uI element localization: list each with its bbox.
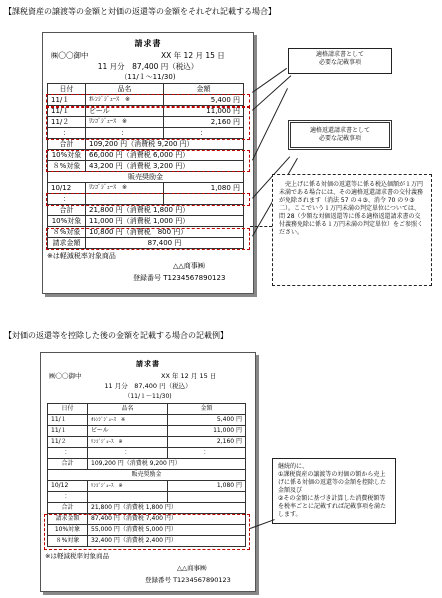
registration-number: 登録番号 T1234567890123 — [133, 274, 226, 282]
rebate-total-label: 合計 — [48, 503, 88, 514]
rebate-rate10-value: 11,000 円（消費税 1,000 円） — [86, 216, 244, 227]
issuer: △△商事㈱ — [177, 564, 207, 572]
footnote: ※は軽減税率対象商品 — [47, 252, 116, 260]
header-date: 日付 — [48, 84, 86, 95]
rate10-label: 10%対象 — [48, 150, 86, 161]
row-item: ﾘﾝｺﾞｼﾞｭｰｽ ※ — [86, 117, 164, 128]
highlight-net-amounts — [44, 514, 250, 550]
row-date: ： — [48, 194, 86, 205]
rebate-header: 販売奨励金 — [48, 470, 246, 481]
row-amount: ： — [168, 448, 246, 459]
amount-line: 11 月分 87,400 円（税込） — [104, 382, 192, 390]
row-item: ： — [86, 128, 164, 139]
rate10-label: 10%対象 — [48, 525, 88, 536]
total-value: 109,200 円（消費税 9,200 円） — [88, 459, 246, 470]
row-date: ： — [48, 492, 88, 503]
row-item: ﾘﾝｺﾞｼﾞｭｰｽ ※ — [86, 183, 164, 194]
invoice-date: XX 年 12 月 15 日 — [161, 51, 225, 60]
rebate-rate8-value: 10,800 円（消費税 800 円） — [86, 227, 244, 238]
row-amount: 1,080 円 — [164, 183, 244, 194]
footnote: ※は軽減税率対象商品 — [45, 552, 109, 560]
total-row — [48, 139, 244, 150]
header-date: 日付 — [48, 404, 88, 415]
leader-line — [252, 68, 287, 93]
billed-label: 請求金額 — [48, 238, 86, 249]
issuer: △△商事㈱ — [173, 262, 205, 270]
amount-line: 11 月分 87,400 円（税込） — [97, 62, 199, 71]
row-date: 11/２ — [48, 117, 86, 128]
rebate-rate8-label: ８%対象 — [48, 227, 86, 238]
row-amount: ： — [164, 128, 244, 139]
rebate-header-row — [48, 172, 244, 183]
billed-value: 87,400 円（消費税 7,400 円） — [88, 514, 246, 525]
table-row — [48, 448, 246, 459]
rebate-total-row — [48, 205, 244, 216]
row-item: ﾘﾝｺﾞｼﾞｭｰｽ ※ — [88, 481, 168, 492]
billed-label: 請求金額 — [48, 514, 88, 525]
rate8-value: 32,400 円（消費税 2,400 円） — [88, 536, 246, 547]
rebate-rate10-row — [48, 216, 244, 227]
row-amount: 5,400 円 — [164, 95, 244, 106]
invoice-title: 請求書 — [134, 39, 162, 48]
row-date: 11/１ — [48, 426, 88, 437]
highlight-items — [46, 106, 250, 140]
invoice-2 — [40, 352, 256, 592]
billing-period: （11/１〜11/30) — [120, 73, 176, 81]
row-date: 11/１ — [48, 415, 88, 426]
rebate-rate10-label: 10%対象 — [48, 216, 86, 227]
highlight-rebate-item — [46, 193, 250, 206]
registration-number: 登録番号 T1234567890123 — [145, 576, 231, 584]
table-row — [48, 481, 246, 492]
header-item: 品名 — [86, 84, 164, 95]
row-amount: 1,080 円 — [168, 481, 246, 492]
row-item — [88, 492, 168, 503]
table-header-row — [48, 404, 246, 415]
rebate-header: 販売奨励金 — [48, 172, 244, 183]
highlight-rebate-rates — [46, 228, 250, 250]
callout-qualified-invoice: 適格請求書として 必要な記載事項 — [288, 48, 392, 74]
row-amount — [168, 492, 246, 503]
invoice-date: XX 年 12 月 15 日 — [161, 372, 217, 380]
header-amount: 金額 — [164, 84, 244, 95]
rate10-value: 66,000 円（消費税 6,000 円） — [86, 150, 244, 161]
total-label: 合計 — [48, 139, 86, 150]
row-date: ： — [48, 128, 86, 139]
row-date: 11/１ — [48, 95, 86, 106]
recipient: ㈱〇〇御中 — [51, 51, 89, 60]
rebate-total-value: 21,800 円（消費税 1,800 円） — [88, 503, 246, 514]
highlight-tax-rates — [46, 150, 250, 172]
row-date: 11/２ — [48, 437, 88, 448]
row-item: ： — [88, 448, 168, 459]
rebate-total-row — [48, 503, 246, 514]
rebate-total-label: 合計 — [48, 205, 86, 216]
rebate-total-value: 21,800 円（消費税 1,800 円） — [86, 205, 244, 216]
callout-return-invoice: 適格返還請求書として 必要な記載事項 — [288, 120, 392, 150]
row-amount: 11,000 円 — [168, 426, 246, 437]
header-item: 品名 — [88, 404, 168, 415]
table-row — [48, 426, 246, 437]
leader-line — [250, 226, 272, 227]
rate8-label: ８%対象 — [48, 161, 86, 172]
row-item: ｵﾚﾝｼﾞｼﾞｭｰｽ ※ — [86, 95, 164, 106]
rebate-header-row — [48, 470, 246, 481]
row-amount: 2,160 円 — [168, 437, 246, 448]
table-row — [48, 437, 246, 448]
total-row — [48, 459, 246, 470]
row-amount: 11,000 円 — [164, 106, 244, 117]
section1-title: 【課税資産の譲渡等の金額と対価の返還等の金額をそれぞれ記載する場合】 — [4, 7, 276, 16]
leader-line — [252, 88, 288, 160]
row-date: ： — [48, 448, 88, 459]
rate8-value: 43,200 円（消費税 3,200 円） — [86, 161, 244, 172]
row-date: 10/12 — [48, 481, 88, 492]
row-date: 11/１ — [48, 106, 86, 117]
row-item: ビール — [86, 106, 164, 117]
billing-period: （11/１〜11/30) — [124, 393, 172, 400]
row-date: 10/12 — [48, 183, 86, 194]
recipient: ㈱〇〇御中 — [49, 372, 82, 380]
table-header-row — [48, 84, 244, 95]
rate10-value: 55,000 円（消費税 5,000 円） — [88, 525, 246, 536]
invoice-title: 請求書 — [136, 360, 160, 368]
table-row — [48, 415, 246, 426]
row-amount: 2,160 円 — [164, 117, 244, 128]
section2-title: 【対価の返還等を控除した後の金額を記載する場合の記載例】 — [4, 331, 228, 340]
table-row — [48, 183, 244, 194]
callout-note: 売上げに係る対価の返還等に係る税込価額が１万円未満である場合には、その適格返還請求書の交付義務が免除されます（消法 57 の４③、消令 70 の９③二）。ここでいう１万円未満の判定単位については、問 28（少額な対価返還等に係る適格返還請求書の交付義務免除に係る１万円未満の判定単位）をご参照ください。 — [272, 174, 432, 286]
header-amount: 金額 — [168, 404, 246, 415]
table-row — [48, 492, 246, 503]
callout-summary: 継続的に、 ①課税資産の譲渡等の対価の額から売上げに係る対価の返還等の金額を控除した金額及び ②その金額に基づき計算した消費税額等を税率ごとに記載すれば記載事項を満たします。 — [272, 458, 396, 524]
billed-value: 87,400 円 — [86, 238, 244, 249]
total-value: 109,200 円（消費税 9,200 円） — [86, 139, 244, 150]
total-label: 合計 — [48, 459, 88, 470]
rate8-label: ８%対象 — [48, 536, 88, 547]
row-item: ｵﾚﾝｼﾞｼﾞｭｰｽ ※ — [88, 415, 168, 426]
row-item: ビール — [88, 426, 168, 437]
row-item: ﾘﾝｺﾞｼﾞｭｰｽ ※ — [88, 437, 168, 448]
row-amount: 5,400 円 — [168, 415, 246, 426]
